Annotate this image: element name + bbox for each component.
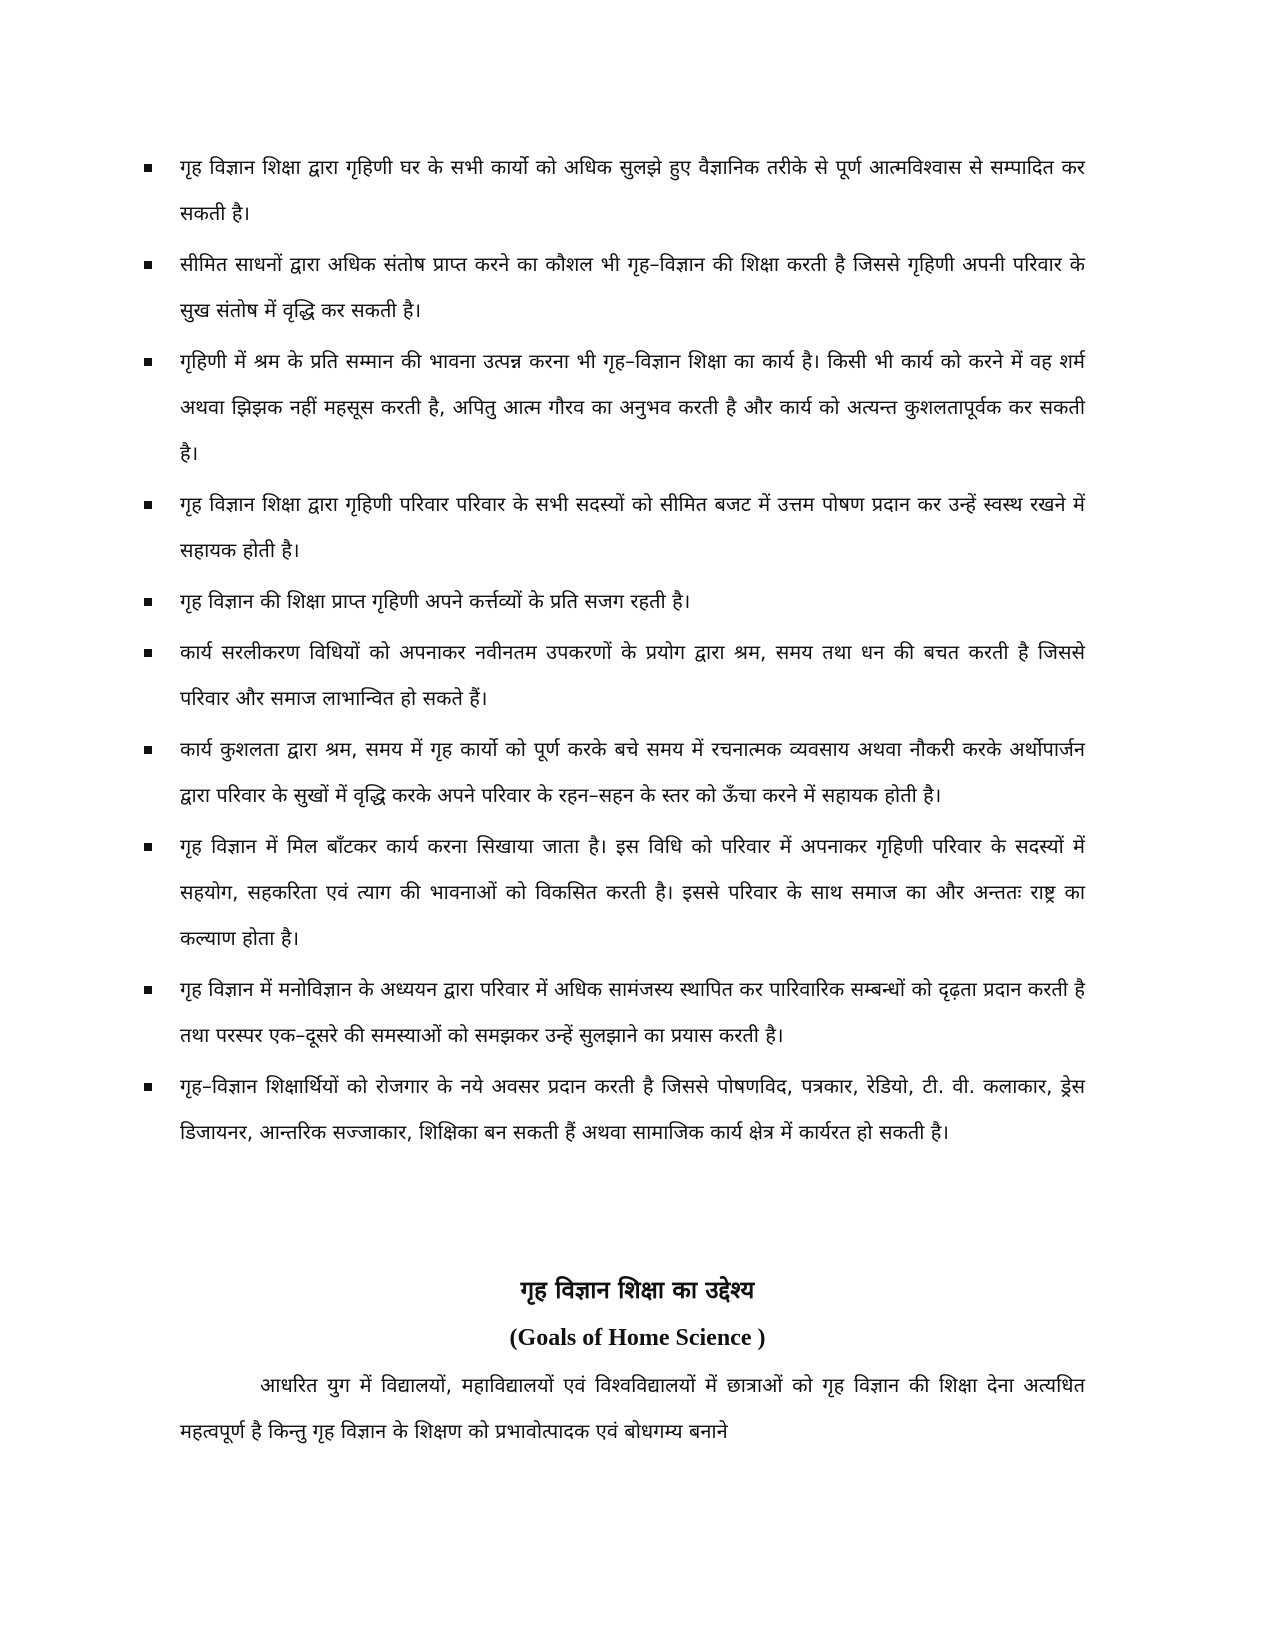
benefits-bullet-list: [140, 144, 1085, 1160]
bullet-text: गृह विज्ञान में मनोविज्ञान के अध्ययन द्वारा परिवार में अधिक सामंजस्य स्थापित कर पारिवारिक सम्बन्धों को दृढ़ता प्रदान करती है तथा परस्पर एक–दूसरे की समस्याओं को समझकर उन्हें सुलझाने का प्रयास करती है।: [180, 977, 1085, 1047]
bullet-item: [140, 1063, 1085, 1155]
square-bullet-icon: [144, 598, 152, 606]
square-bullet-icon: [144, 843, 152, 851]
bullet-item: [140, 338, 1085, 476]
section-heading-hindi: गृह विज्ञान शिक्षा का उद्देश्य: [520, 1276, 755, 1304]
section-heading-english: (Goals of Home Science ): [509, 1325, 766, 1351]
square-bullet-icon: [144, 986, 152, 994]
square-bullet-icon: [144, 261, 152, 269]
square-bullet-icon: [144, 358, 152, 366]
bullet-text: गृह विज्ञान शिक्षा द्वारा गृहिणी परिवार परिवार के सभी सदस्यों को सीमित बजट में उत्तम पोषण प्रदान कर उन्हें स्वस्थ रखने में सहायक होती है।: [180, 492, 1085, 562]
bullet-item: [140, 578, 1085, 624]
bullet-text: गृह विज्ञान की शिक्षा प्राप्त गृहिणी अपने कर्त्तव्यों के प्रति सजग रहती है।: [180, 589, 691, 613]
square-bullet-icon: [144, 501, 152, 509]
bullet-item: [140, 481, 1085, 573]
bullet-text: कार्य सरलीकरण विधियों को अपनाकर नवीनतम उपकरणों के प्रयोग द्वारा श्रम, समय तथा धन की बचत करती है जिससे परिवार और समाज लाभान्वित हो सकते हैं।: [180, 640, 1085, 710]
intro-paragraph: आधरित युग में विद्यालयों, महाविद्यालयों एवं विश्वविद्यालयों में छात्राओं को गृह विज्ञान की शिक्षा देना अत्यधित महत्वपूर्ण है किन्तु गृह विज्ञान के शिक्षण को प्रभावोत्पादक एवं बोधगम्य बनाने: [180, 1373, 1085, 1443]
bullet-text: गृहिणी में श्रम के प्रति सम्मान की भावना उत्पन्न करना भी गृह–विज्ञान शिक्षा का कार्य है। किसी भी कार्य को करने में वह शर्म अथवा झिझक नहीं महसूस करती है, अपितु आत्म गौरव का अनुभव करती है और कार्य को अत्यन्त कुशलतापूर्वक कर सकती है।: [180, 349, 1085, 465]
bullet-item: [140, 823, 1085, 961]
bullet-text: कार्य कुशलता द्वारा श्रम, समय में गृह कार्यो को पूर्ण करके बचे समय में रचनात्मक व्यवसाय अथवा नौकरी करके अर्थोपार्जन द्वारा परिवार के सुखों में वृद्धि करके अपने परिवार के रहन–सहन के स्तर को ऊँचा करने में सहायक होती है।: [180, 737, 1085, 807]
bullet-item: [140, 241, 1085, 333]
square-bullet-icon: [144, 1083, 152, 1091]
square-bullet-icon: [144, 746, 152, 754]
bullet-item: [140, 966, 1085, 1058]
bullet-item: [140, 726, 1085, 818]
bullet-text: सीमित साधनों द्वारा अधिक संतोष प्राप्त करने का कौशल भी गृह–विज्ञान की शिक्षा करती है जिससे गृहिणी अपनी परिवार के सुख संतोष में वृद्धि कर सकती है।: [180, 252, 1085, 322]
bullet-text: गृह–विज्ञान शिक्षार्थियों को रोजगार के नये अवसर प्रदान करती है जिससे पोषणविद, पत्रकार, रेडियो, टी. वी. कलाकार, ड्रेस डिजायनर, आन्तरिक सज्जाकार, शिक्षिका बन सकती हैं अथवा सामाजिक कार्य क्षेत्र में कार्यरत हो सकती है।: [180, 1074, 1085, 1144]
square-bullet-icon: [144, 164, 152, 172]
bullet-text: गृह विज्ञान में मिल बाँटकर कार्य करना सिखाया जाता है। इस विधि को परिवार में अपनाकर गृहिणी परिवार के सदस्यों में सहयोग, सहकरिता एवं त्याग की भावनाओं को विकसित करती है। इससे परिवार के साथ समाज का और अन्ततः राष्ट्र का कल्याण होता है।: [180, 834, 1085, 950]
square-bullet-icon: [144, 649, 152, 657]
bullet-item: [140, 144, 1085, 236]
bullet-item: [140, 629, 1085, 721]
bullet-text: गृह विज्ञान शिक्षा द्वारा गृहिणी घर के सभी कार्यो को अधिक सुलझे हुए वैज्ञानिक तरीके से पूर्ण आत्मविश्वास से सम्पादित कर सकती है।: [180, 155, 1085, 225]
